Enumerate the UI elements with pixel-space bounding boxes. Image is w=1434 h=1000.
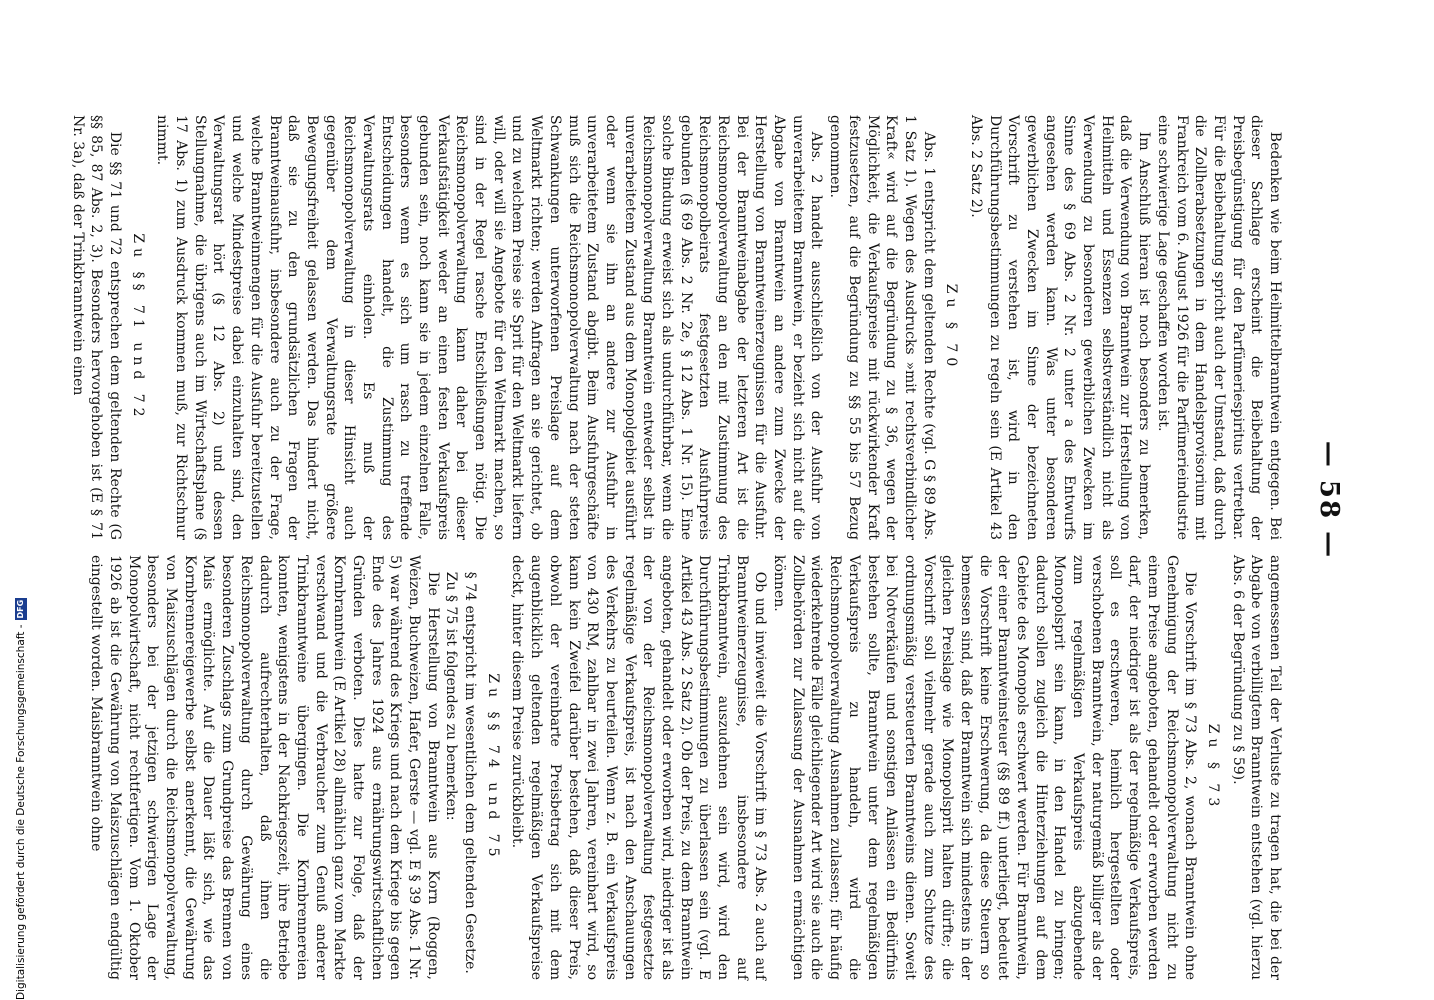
paragraph: § 74 entspricht im wesentlichen dem geltenden Gesetze. [462,571,479,974]
paragraph: Die Vorschrift im § 73 Abs. 2, wonach Branntwein ohne Genehmigung der Reichsmonopolverwaltung nicht zu einem Preise angeboten, gehandelt oder erworben werden darf, der niedriger ist als der regelmäßige Verkaufspreis, soll es erschweren, heimlich hergestellten oder verschobenen Branntwein, der naturgemäß billiger als der zum regelmäßigen Verkaufspreis abzugebende Monopolsprit sein kann, in den Handel zu bringen; dadurch sollen zugleich die Hinterziehungen auf dem Gebiete des Monopols erschwert werden. Für Branntwein, der einer Branntweinsteuer (§§ 89 ff.) unterliegt, bedeutet die Vorschrift keine Erschwerung, da diese Steuern so bemessen sind, daß der Branntwein sich mindestens in der gleichen Preislage wie Monopolsprit halten dürfte; die Vorschrift soll vielmehr gerade auch zum Schutze des ordnungsmäßig versteuerten Branntweins dienen. Soweit bei Notverkäufen und sonstigen Anlässen ein Bedürfnis bestehen sollte, Branntwein unter dem regelmäßigen Verkaufspreis zu handeln, wird die Reichsmonopolverwaltung Ausnahmen zulassen; für häufig wiederkehrende Fälle gleichliegender Art wird sie auch die Zollbehörden zur Zulassung der Ausnahmen ermächtigen können. [771,555,1199,980]
paragraph: Zu § 75 ist folgendes zu bemerken: [443,571,460,821]
paragraph: Abs. 1 entspricht dem geltenden Rechte (vgl. G § 89 Abs. 1 Satz 1). Wegen des Ausdrucks »mit rechtsverbindlicher Kraft« wird auf die Begründung zu § 36, wegen der Möglichkeit, die Verkaufspreise mit rückwirkender Kraft festzusetzen, auf die Begründung zu §§ 55 bis 57 Bezug genommen. [827,115,937,540]
section-heading: Zu § 73 [1204,723,1221,812]
paragraph: angemessenen Teil der Verluste zu tragen hat, die bei der Abgabe von verbilligtem Branntwein entstehen (vgl. hierzu Abs. 6 der Begründung zu § 59). [1229,555,1283,980]
right-column [87,555,1284,980]
paragraph: Im Anschluß hieran ist noch besonders zu bemerken, daß die Verwendung von Branntwein zur Herstellung von Heilmitteln und Essenzen selbstverständlich nicht als Verwendung zu besonderen gewerblichen Zwecken im Sinne des § 69 Abs. 2 Nr. 2 unter a des Entwurfs angesehen werden kann. Was unter besonderen gewerblichen Zwecken im Sinne der bezeichneten Vorschrift zu verstehen ist, wird in den Durchführungsbestimmungen zu regeln sein (E Artikel 43 Abs. 2 Satz 2). [968,115,1153,540]
paragraph: Die §§ 71 und 72 entsprechen dem geltenden Rechte (G §§ 85, 87 Abs. 2, 3). Besonders hervorgehoben ist (E § 71 Nr. 3a), daß der Trinkbranntwein einen [69,115,124,540]
section-heading: Zu § 70 [943,283,960,372]
paragraph: Ob und inwieweit die Vorschrift im § 73 Abs. 2 auch auf Branntweinerzeugnisse, insbesondere auf Trinkbranntwein, auszudehnen sein wird, wird den Durchführungsbestimmungen zu überlassen sein (vgl. E Artikel 43 Abs. 2 Satz 2). Ob der Preis, zu dem Branntwein angeboten, gehandelt oder erworben wird, niedriger ist als der von der Reichsmonopolverwaltung festgesetzte regelmäßige Verkaufspreis, ist nach den Anschauungen des Verkehrs zu beurteilen. Wenn z. B. ein Verkaufspreis von 430 RM, zahlbar in zwei Jahren, vereinbart wird, so kann kein Zweifel darüber bestehen, daß dieser Preis, obwohl der vereinbarte Preisbetrag sich mit dem augenblicklich geltenden regelmäßigen Verkaufspreise deckt, hinter diesem Preise zurückbleibt. [509,555,769,980]
paragraph: Abs. 2 handelt ausschließlich von der Ausfuhr von unverarbeitetem Branntwein, er bezieht sich nicht auf die Abgabe von Branntwein an andere zum Zwecke der Herstellung von Branntweinerzeugnissen für die Ausfuhr. Bei der Branntweinabgabe der letzteren Art ist die Reichsmonopolverwaltung an den mit Zustimmung des Reichsmonopolbeirats festgesetzten Ausfuhrpreis gebunden (§ 69 Abs. 2 Nr. 2e, § 12 Abs. 1 Nr. 15). Eine solche Bindung erweist sich als undurchführbar, wenn die Reichsmonopolverwaltung Branntwein entweder selbst in unverarbeitetem Zustand aus dem Monopolgebiet ausführt oder wenn sie ihn an andere zur Ausfuhr in unverarbeitetem Zustand abgibt. Beim Ausfuhrgeschäfte muß sich die Reichsmonopolverwaltung nach der steten Schwankungen unterworfenen Preislage auf dem Weltmarkt richten; werden Anfragen an sie gerichtet, ob und zu welchem Preise sie Sprit für den Weltmarkt liefern will, oder will sie Angebote für den Weltmarkt machen, so sind in der Regel rasche Entschließungen nötig. Die Reichsmonopolverwaltung kann daher bei dieser Verkaufstätigkeit weder an einen festen Verkaufspreis gebunden sein, noch kann sie in jedem einzelnen Falle, besonders wenn es sich um rasch zu treffende Entscheidungen handelt, die Zustimmung des Verwaltungsrats einholen. Es muß der Reichsmonopolverwaltung in dieser Hinsicht auch gegenüber dem Verwaltungsrate größere Bewegungsfreiheit gelassen werden. Das hindert nicht, daß sie zu den grundsätzlichen Fragen der Branntweinausfuhr, insbesondere auch zu der Frage, welche Branntweinmengen für die Ausfuhr bereitzustellen und welche Mindestpreise dabei einzuhalten sind, den Verwaltungsrat hört (§ 12 Abs. 2) und dessen Stellungnahme, die übrigens auch im Wirtschaftsplane (§ 17 Abs. 1) zum Ausdruck kommen muß, zur Richtschnur nimmt. [154,115,825,540]
section-heading: Zu §§ 71 und 72 [129,233,146,422]
page-number: — 58 — [1314,440,1344,560]
paragraph: Bedenken wie beim Heilmittelbranntwein entgegen. Bei dieser Sachlage erscheint die Beibehaltung der Preisbegünstigung für den Parfümeriespiritus vertretbar. Für die Beibehaltung spricht auch der Umstand, daß durch die Zollherabsetzungen in dem Handelsprovisorium mit Frankreich vom 6. August 1926 für die Parfümerieindustrie eine schwierige Lage geschaffen worden ist. [1154,115,1283,540]
footer-text: Digitalisierung gefördert durch die Deutsche Forschungsgemeinschaft - [15,624,27,1000]
paragraph: Die Herstellung von Branntwein aus Korn (Roggen, Weizen, Buchweizen, Hafer, Gerste — vgl. E § 39 Abs. 1 Nr. 5) war während des Kriegs und nach dem Kriege bis gegen Ende des Jahres 1924 aus ernährungswirtschaftlichen Gründen verboten. Dies hatte zur Folge, daß der Kornbranntwein (E Artikel 28) allmählich ganz vom Markte verschwand und die Verbraucher zum Genuß anderer Trinkbranntweine übergingen. Die Kornbrennereien konnten, wenigstens in der Nachkriegszeit, ihre Betriebe dadurch aufrechterhalten, daß ihnen die Reichsmonopolverwaltung durch Gewährung eines besonderen Zuschlags zum Grundpreise das Brennen von Mais ermöglichte. Auf die Dauer läßt sich, wie das Kornbrennereigewerbe selbst anerkennt, die Gewährung von Maiszuschlägen durch die Reichsmonopolverwaltung, besonders bei der jetzigen schwierigen Lage der Monopolwirtschaft, nicht rechtfertigen. Vom 1. Oktober 1926 ab ist die Gewährung von Maiszuschlägen endgültig eingestellt worden. Maisbranntwein ohne [88,555,441,980]
dfg-logo: DFG [16,599,25,619]
digitization-footer [14,0,28,1000]
left-column [68,115,1284,540]
section-heading: Zu §§ 74 und 75 [484,673,501,862]
